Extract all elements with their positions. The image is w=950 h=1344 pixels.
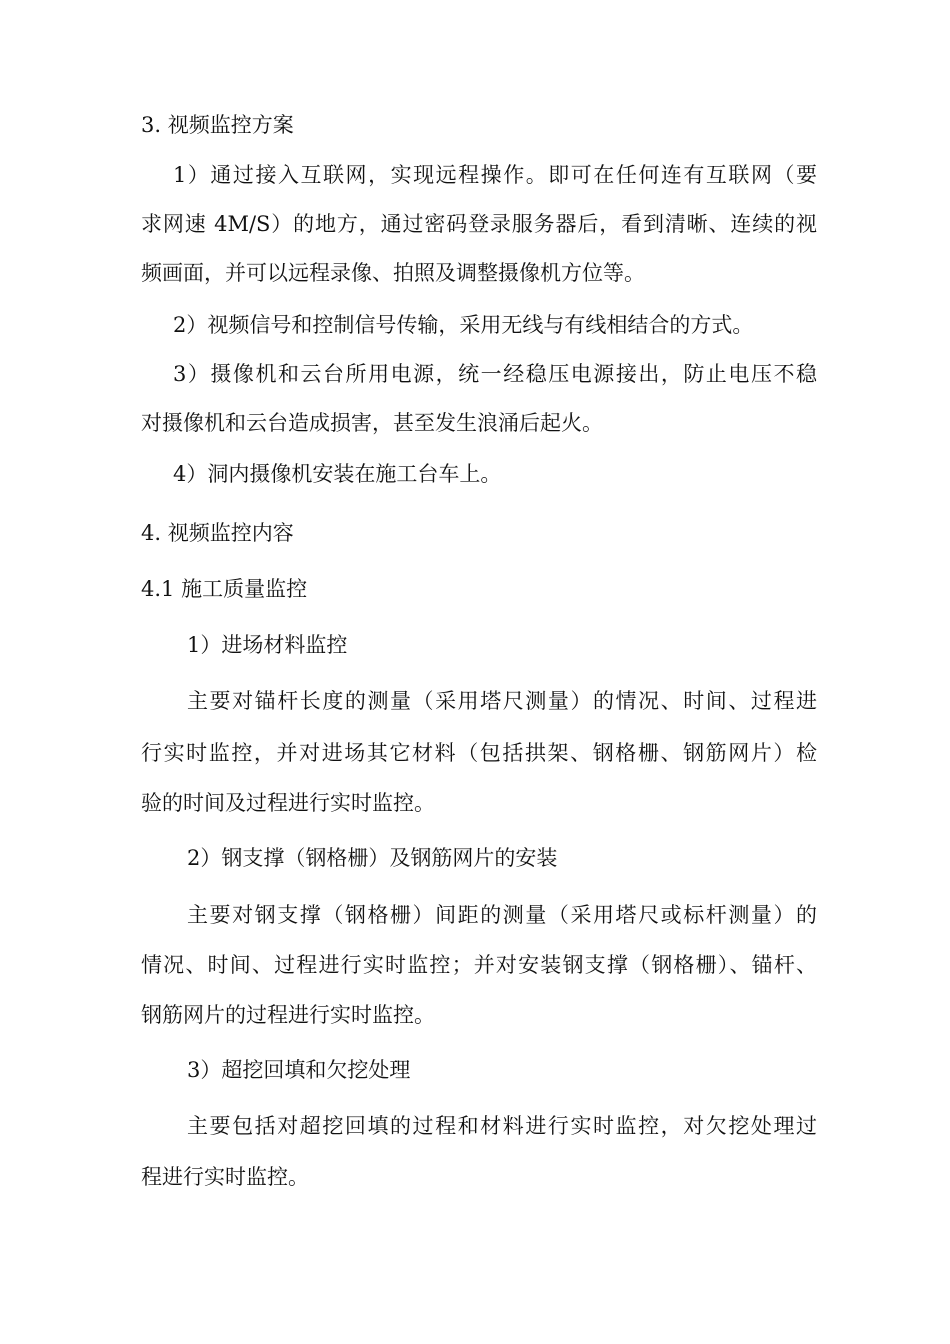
part-1-title: 1）进场材料监控 [187, 633, 348, 657]
section-3-heading: 3. 视频监控方案 [141, 113, 294, 137]
section-3-item-1-line-2: 求网速 4M/S）的地方，通过密码登录服务器后，看到清晰、连续的视 [141, 212, 817, 236]
section-3-item-4: 4）洞内摄像机安装在施工台车上。 [173, 462, 502, 486]
section-3-item-1-line-1: 1）通过接入互联网，实现远程操作。即可在任何连有互联网（要 [173, 163, 817, 187]
section-3-item-3-line-1: 3）摄像机和云台所用电源，统一经稳压电源接出，防止电压不稳 [173, 362, 817, 386]
part-1-line-3: 验的时间及过程进行实时监控。 [141, 791, 435, 815]
part-1-line-1: 主要对锚杆长度的测量（采用塔尺测量）的情况、时间、过程进 [187, 689, 817, 713]
part-3-title: 3）超挖回填和欠挖处理 [187, 1058, 411, 1082]
part-2-line-2: 情况、时间、过程进行实时监控；并对安装钢支撑（钢格栅）、锚杆、 [141, 953, 817, 977]
section-3-item-3-line-2: 对摄像机和云台造成损害，甚至发生浪涌后起火。 [141, 411, 603, 435]
part-1-line-2: 行实时监控，并对进场其它材料（包括拱架、钢格栅、钢筋网片）检 [141, 741, 817, 765]
part-3-line-2: 程进行实时监控。 [141, 1165, 309, 1189]
subsection-4-1-heading: 4.1 施工质量监控 [141, 577, 308, 601]
part-2-line-1: 主要对钢支撑（钢格栅）间距的测量（采用塔尺或标杆测量）的 [187, 903, 817, 927]
section-3-item-2: 2）视频信号和控制信号传输，采用无线与有线相结合的方式。 [173, 313, 754, 337]
section-3-item-1-line-3: 频画面，并可以远程录像、拍照及调整摄像机方位等。 [141, 261, 645, 285]
part-3-line-1: 主要包括对超挖回填的过程和材料进行实时监控，对欠挖处理过 [187, 1114, 817, 1138]
part-2-line-3: 钢筋网片的过程进行实时监控。 [141, 1003, 435, 1027]
section-4-heading: 4. 视频监控内容 [141, 521, 294, 545]
part-2-title: 2）钢支撑（钢格栅）及钢筋网片的安装 [187, 846, 558, 870]
